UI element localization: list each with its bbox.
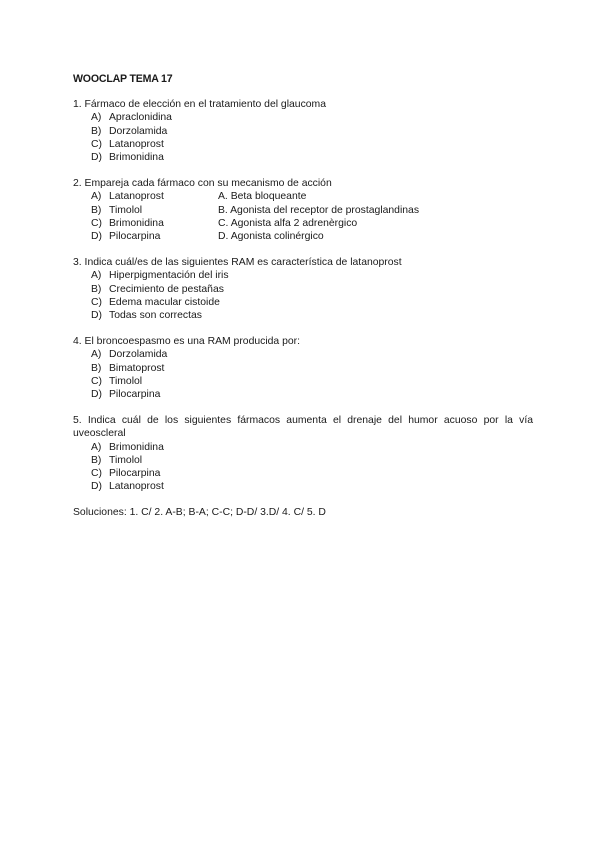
option-d	[73, 151, 533, 164]
question-5	[73, 414, 533, 493]
option-text: Timolol	[109, 454, 143, 466]
option-text: Timolol	[109, 375, 143, 387]
option-letter: C)	[91, 375, 102, 387]
option-c	[73, 296, 533, 309]
option-d	[73, 388, 533, 401]
option-text: Latanoprost	[109, 481, 164, 493]
option-text: Bimatoprost	[109, 362, 165, 374]
option-d	[73, 480, 533, 493]
option-text: Dorzolamida	[109, 125, 168, 137]
option-letter: B)	[91, 204, 102, 216]
option-text: Latanoprost	[109, 191, 164, 203]
question-text: 5. Indica cuál de los siguientes fármacos aumenta el drenaje del humor acuoso por la vía uveoscleral	[73, 415, 533, 440]
mechanism-text: A. Beta bloqueante	[218, 191, 307, 203]
option-a	[73, 190, 533, 203]
option-letter: D)	[91, 310, 102, 322]
option-letter: B)	[91, 362, 102, 374]
solutions-line: Soluciones: 1. C/ 2. A-B; B-A; C-C; D-D/ 3.D/ 4. C/ 5. D	[73, 507, 326, 519]
option-a	[73, 111, 533, 124]
question-3	[73, 256, 533, 322]
question-text: 1. Fármaco de elección en el tratamiento del glaucoma	[73, 99, 326, 111]
option-text: Brimonidina	[109, 217, 164, 229]
option-letter: B)	[91, 125, 102, 137]
document-page	[73, 73, 533, 520]
option-d	[73, 309, 533, 322]
option-d	[73, 230, 533, 243]
option-letter: B)	[91, 454, 102, 466]
option-text: Todas son correctas	[109, 310, 202, 322]
option-b	[73, 125, 533, 138]
option-letter: B)	[91, 283, 102, 295]
option-letter: A)	[91, 441, 102, 453]
question-4	[73, 335, 533, 401]
option-letter: D)	[91, 231, 102, 243]
option-text: Pilocarpina	[109, 231, 161, 243]
document-title: WOOCLAP TEMA 17	[73, 73, 173, 85]
option-letter: C)	[91, 217, 102, 229]
option-text: Crecimiento de pestañas	[109, 283, 224, 295]
question-1	[73, 98, 533, 164]
option-text: Dorzolamida	[109, 349, 168, 361]
option-a	[73, 269, 533, 282]
option-text: Edema macular cistoide	[109, 296, 220, 308]
option-text: Timolol	[109, 204, 143, 216]
option-text: Apraclonidina	[109, 112, 172, 124]
option-letter: D)	[91, 152, 102, 164]
question-text: 2. Empareja cada fármaco con su mecanismo de acción	[73, 178, 332, 190]
option-c	[73, 375, 533, 388]
option-letter: A)	[91, 270, 102, 282]
option-text: Latanoprost	[109, 138, 164, 150]
option-text: Pilocarpina	[109, 468, 161, 480]
option-text: Hiperpigmentación del iris	[109, 270, 229, 282]
option-text: Brimonidina	[109, 441, 164, 453]
question-text: 4. El broncoespasmo es una RAM producida por:	[73, 336, 300, 348]
mechanism-text: C. Agonista alfa 2 adrenèrgico	[218, 217, 358, 229]
option-letter: A)	[91, 191, 102, 203]
option-text: Brimonidina	[109, 152, 164, 164]
option-letter: D)	[91, 389, 102, 401]
option-b	[73, 362, 533, 375]
option-letter: C)	[91, 468, 102, 480]
option-letter: A)	[91, 349, 102, 361]
option-b	[73, 204, 533, 217]
option-a	[73, 441, 533, 454]
option-b	[73, 454, 533, 467]
option-letter: A)	[91, 112, 102, 124]
option-letter: C)	[91, 296, 102, 308]
option-c	[73, 467, 533, 480]
option-c	[73, 138, 533, 151]
question-text: 3. Indica cuál/es de las siguientes RAM es característica de latanoprost	[73, 257, 402, 269]
option-c	[73, 217, 533, 230]
mechanism-text: D. Agonista colinérgico	[218, 231, 324, 243]
option-letter: D)	[91, 481, 102, 493]
option-letter: C)	[91, 138, 102, 150]
option-b	[73, 283, 533, 296]
option-text: Pilocarpina	[109, 389, 161, 401]
option-a	[73, 348, 533, 361]
mechanism-text: B. Agonista del receptor de prostaglandinas	[218, 204, 420, 216]
question-2	[73, 177, 533, 243]
